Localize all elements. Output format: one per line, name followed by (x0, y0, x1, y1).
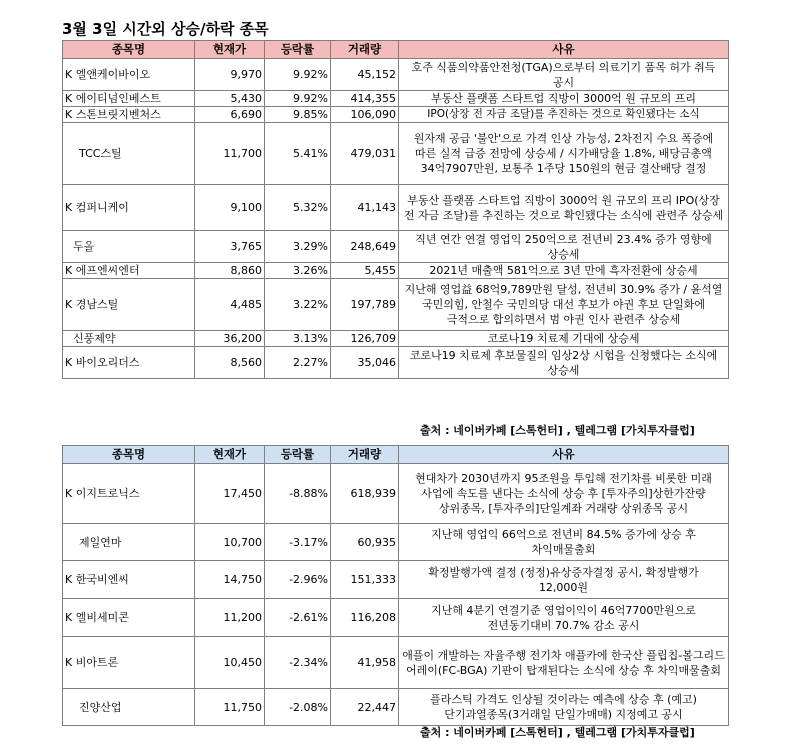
stock-volume: 618,939 (331, 464, 399, 524)
col-header-rate: 등락률 (265, 446, 331, 464)
stock-price: 11,200 (195, 599, 265, 637)
stock-rate: 9.92% (265, 59, 331, 91)
stock-volume: 60,935 (331, 524, 399, 561)
stock-price: 10,450 (195, 637, 265, 689)
stock-price: 10,700 (195, 524, 265, 561)
stock-price: 36,200 (195, 331, 265, 347)
stock-name: K 컴퍼니케이 (63, 185, 195, 231)
stock-reason: 원자재 공급 '불안'으로 가격 인상 가능성, 2차전지 수요 폭증에 따른 실적 급증 전망에 상승세 / 시가배당율 1.8%, 배당금총액 34억7907만원, 보통주 1주당 150원의 현금 결산배당 결정 (399, 123, 729, 185)
table-row (63, 107, 729, 123)
table-row (63, 331, 729, 347)
stock-rate: 3.26% (265, 263, 331, 279)
stock-reason: 코로나19 치료제 후보물질의 임상2상 시험을 신청했다는 소식에 상승세 (399, 347, 729, 379)
stock-rate: -2.61% (265, 599, 331, 637)
stock-price: 11,750 (195, 689, 265, 726)
stock-volume: 248,649 (331, 231, 399, 263)
col-header-name: 종목명 (63, 446, 195, 464)
stock-name: K 바이오리더스 (63, 347, 195, 379)
table-row (63, 231, 729, 263)
stock-volume: 45,152 (331, 59, 399, 91)
stock-rate: 2.27% (265, 347, 331, 379)
stock-reason: 지난해 4분기 연결기준 영업이익이 46억7700만원으로 전년동기대비 70.7% 감소 공시 (399, 599, 729, 637)
table-row (63, 263, 729, 279)
stock-price: 3,765 (195, 231, 265, 263)
table-row (63, 59, 729, 91)
table-row (63, 524, 729, 561)
stock-rate: -3.17% (265, 524, 331, 561)
stock-reason: 확정발행가액 결정 (정정)유상증자결정 공시, 확정발행가 12,000원 (399, 561, 729, 599)
stock-name: K 엘앤케이바이오 (63, 59, 195, 91)
stock-price: 17,450 (195, 464, 265, 524)
stock-reason: 부동산 플랫폼 스타트업 직방이 3000억 원 규모의 프리 (399, 91, 729, 107)
stock-volume: 116,208 (331, 599, 399, 637)
col-header-volume: 거래량 (331, 446, 399, 464)
stock-volume: 41,143 (331, 185, 399, 231)
stock-rate: 5.41% (265, 123, 331, 185)
stock-rate: -8.88% (265, 464, 331, 524)
stock-rate: 3.13% (265, 331, 331, 347)
stock-volume: 479,031 (331, 123, 399, 185)
table-row (63, 279, 729, 331)
col-header-price: 현재가 (195, 446, 265, 464)
stock-price: 8,560 (195, 347, 265, 379)
stock-reason: 지난해 영업익 66억으로 전년비 84.5% 증가에 상승 후 차익매물출회 (399, 524, 729, 561)
stock-volume: 106,090 (331, 107, 399, 123)
stock-reason: 부동산 플랫폼 스타트업 직방이 3000억 원 규모의 프리 IPO(상장 전 자금 조달)를 추진하는 것으로 확인됐다는 소식에 관련주 상승세 (399, 185, 729, 231)
stock-rate: -2.96% (265, 561, 331, 599)
stock-rate: -2.34% (265, 637, 331, 689)
page-title: 3월 3일 시간외 상승/하락 종목 (62, 20, 269, 38)
table-row (63, 91, 729, 107)
stock-volume: 151,333 (331, 561, 399, 599)
table-header-row (63, 446, 729, 464)
stock-reason: 호주 식품의약품안전청(TGA)으로부터 의료기기 품목 허가 취득 공시 (399, 59, 729, 91)
stock-reason: 2021년 매출액 581억으로 3년 만에 흑자전환에 상승세 (399, 263, 729, 279)
stock-name: K 스톤브릿지벤처스 (63, 107, 195, 123)
table-row (63, 185, 729, 231)
stock-volume: 41,958 (331, 637, 399, 689)
col-header-rate: 등락률 (265, 41, 331, 59)
stock-price: 14,750 (195, 561, 265, 599)
stock-name: K 경남스틸 (63, 279, 195, 331)
stock-volume: 35,046 (331, 347, 399, 379)
stock-rate: 9.85% (265, 107, 331, 123)
table-row (63, 689, 729, 726)
stock-price: 8,860 (195, 263, 265, 279)
stock-name: 제일연마 (63, 524, 195, 561)
stock-reason: 코로나19 치료제 기대에 상승세 (399, 331, 729, 347)
col-header-volume: 거래량 (331, 41, 399, 59)
stock-reason: 애플이 개발하는 자율주행 전기차 애플카에 한국산 플립칩-볼그리드 어레이(FC-BGA) 기판이 탑재된다는 소식에 상승 후 차익매물출회 (399, 637, 729, 689)
table-row (63, 464, 729, 524)
table-header-row (63, 41, 729, 59)
table-row (63, 599, 729, 637)
col-header-reason: 사유 (399, 41, 729, 59)
stock-volume: 414,355 (331, 91, 399, 107)
stock-name: K 이지트로닉스 (63, 464, 195, 524)
stock-name: K 비아트론 (63, 637, 195, 689)
stock-reason: 플라스틱 가격도 인상될 것이라는 예측에 상승 후 (예고)단기과열종목(3거래일 단일가매매) 지정예고 공시 (399, 689, 729, 726)
stock-rate: -2.08% (265, 689, 331, 726)
stock-volume: 126,709 (331, 331, 399, 347)
stock-reason: IPO(상장 전 자금 조달)를 추진하는 것으로 확인됐다는 소식 (399, 107, 729, 123)
stock-name: K 에이티넘인베스트 (63, 91, 195, 107)
stock-reason: 직년 연간 연결 영업익 250억으로 전년비 23.4% 증가 영향에 상승세 (399, 231, 729, 263)
stock-price: 5,430 (195, 91, 265, 107)
stock-volume: 22,447 (331, 689, 399, 726)
stock-name: K 에프엔씨엔터 (63, 263, 195, 279)
falling-stocks-table (62, 445, 729, 726)
stock-rate: 3.22% (265, 279, 331, 331)
table-row (63, 123, 729, 185)
stock-name: 두올 (63, 231, 195, 263)
stock-rate: 3.29% (265, 231, 331, 263)
col-header-price: 현재가 (195, 41, 265, 59)
stock-price: 6,690 (195, 107, 265, 123)
stock-name: 진양산업 (63, 689, 195, 726)
stock-name: K 엘비세미콘 (63, 599, 195, 637)
stock-rate: 5.32% (265, 185, 331, 231)
stock-name: TCC스틸 (63, 123, 195, 185)
rising-stocks-table (62, 40, 729, 379)
stock-volume: 5,455 (331, 263, 399, 279)
col-header-reason: 사유 (399, 446, 729, 464)
stock-price: 9,970 (195, 59, 265, 91)
table-row (63, 347, 729, 379)
table-row (63, 637, 729, 689)
source-credit-rising: 출처 : 네이버카페 [스톡헌터] , 텔레그램 [가치투자클럽] (420, 424, 695, 437)
stock-name: 신풍제약 (63, 331, 195, 347)
stock-reason: 지난해 영업益 68억9,789만원 달성, 전년비 30.9% 증가 / 윤석열 국민의힘, 안철수 국민의당 대선 후보가 야권 후보 단일화에 극적으로 합의하면서 범 야권 인사 관련주 상승세 (399, 279, 729, 331)
stock-price: 9,100 (195, 185, 265, 231)
stock-price: 11,700 (195, 123, 265, 185)
source-credit-falling: 출처 : 네이버카페 [스톡헌터] , 텔레그램 [가치투자클럽] (420, 726, 695, 739)
table-row (63, 561, 729, 599)
stock-name: K 한국비엔씨 (63, 561, 195, 599)
stock-volume: 197,789 (331, 279, 399, 331)
col-header-name: 종목명 (63, 41, 195, 59)
stock-rate: 9.92% (265, 91, 331, 107)
stock-reason: 현대차가 2030년까지 95조원을 투입해 전기차를 비롯한 미래 사업에 속도를 낸다는 소식에 상승 후 [투자주의]상한가잔량 상위종목, [투자주의]단일계좌 거래량 상위종목 공시 (399, 464, 729, 524)
stock-price: 4,485 (195, 279, 265, 331)
